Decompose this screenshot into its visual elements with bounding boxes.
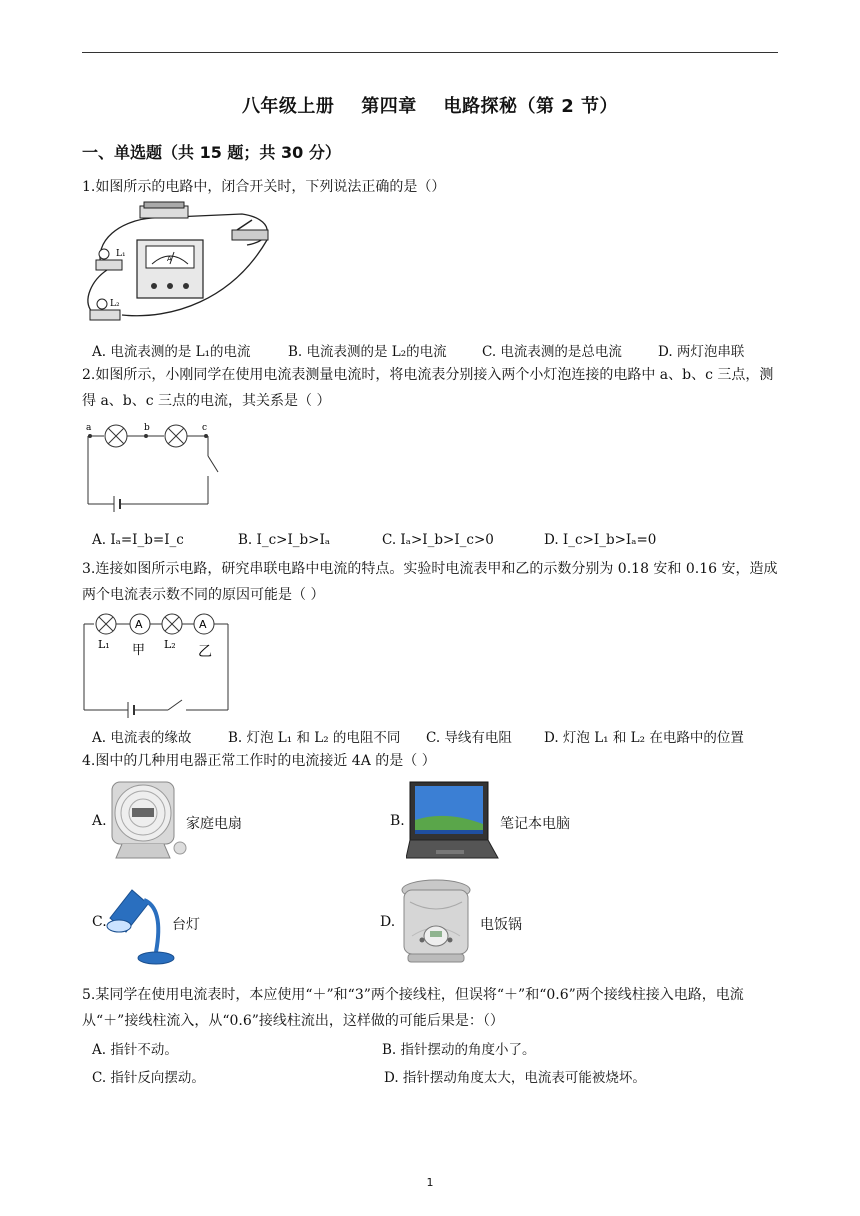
header-rule [82,52,778,53]
title-book: 八年级上册 [241,96,335,117]
q4-option-a-label: 家庭电扇 [186,816,242,832]
q2-option-c[interactable]: C. Iₐ>I_b>I_c>0 [382,532,494,548]
fig2-label-c: c [202,423,208,433]
fig3-label-l1: L₁ [98,638,110,651]
q1-option-b[interactable]: B. 电流表测的是 L₂的电流 [288,344,447,360]
question-5-text: 5.某同学在使用电流表时，本应使用“＋”和“3”两个接线柱，但误将“＋”和“0.6”两个接线柱接入电路，电流从“＋”接线柱流入，从“0.6”接线柱流出，这样做的可能后果是：（） [82,987,744,1029]
fig1-label-l2: L₂ [110,299,120,309]
q2-option-b[interactable]: B. I_c>I_b>Iₐ [238,532,331,548]
title-section: 电路探秘（第 2 节） [443,96,619,117]
fig3-label-l2: L₂ [164,638,176,651]
circuit-figure-2 [82,420,232,512]
desk-lamp-image [104,878,176,968]
question-2-text: 2.如图所示，小刚同学在使用电流表测量电流时，将电流表分别接入两个小灯泡连接的电路中 a、b、c 三点，测得 a、b、c 三点的电流，其关系是（ ） [82,367,774,409]
question-1-options [92,340,782,360]
question-3-text: 3.连接如图所示电路，研究串联电路中电流的特点。实验时电流表甲和乙的示数分别为 0.18 安和 0.16 安，造成两个电流表示数不同的原因可能是（ ） [82,561,778,603]
question-4-text: 4.图中的几种用电器正常工作时的电流接近 4A 的是（ ） [82,753,436,769]
page-number: 1 [426,1176,434,1189]
q5-option-b[interactable]: B. 指针摆动的角度小了。 [382,1042,536,1058]
q1-option-c[interactable]: C. 电流表测的是总电流 [482,344,622,360]
q2-option-d[interactable]: D. I_c>I_b>Iₐ=0 [544,532,657,548]
question-1-text: 1.如图所示的电路中，闭合开关时，下列说法正确的是（） [82,179,446,195]
q5-option-a[interactable]: A. 指针不动。 [92,1042,178,1058]
svg-text:A: A [199,618,207,631]
fig1-label-l1: L₁ [116,249,126,259]
question-2-options [92,532,782,552]
q4-option-c-label: 台灯 [172,917,200,933]
q5-option-c[interactable]: C. 指针反向摆动。 [92,1070,205,1086]
q3-option-d[interactable]: D. 灯泡 L₁ 和 L₂ 在电路中的位置 [544,730,744,746]
title-chapter: 第四章 [361,96,417,117]
q4-option-b-label: 笔记本电脑 [500,816,570,832]
circuit-figure-3 [82,612,232,718]
fig3-label-yi: 乙 [198,644,212,660]
fan-image [108,778,188,862]
q4-option-b[interactable]: B. [390,813,405,829]
fig2-label-a: a [86,423,92,433]
q4-option-c[interactable]: C. [92,914,107,930]
laptop-image [406,780,500,862]
svg-text:A: A [135,618,143,631]
q3-option-a[interactable]: A. 电流表的缘故 [92,730,192,746]
svg-text:A: A [167,255,172,263]
q2-option-a[interactable]: A. Iₐ=I_b=I_c [92,532,184,548]
rice-cooker-image [396,876,476,968]
q1-option-d[interactable]: D. 两灯泡串联 [658,344,745,360]
section-heading: 一、单选题（共 15 题；共 30 分） [82,143,341,162]
q3-option-c[interactable]: C. 导线有电阻 [426,730,512,746]
question-5-options-row1 [92,1038,782,1058]
q1-option-a[interactable]: A. 电流表测的是 L₁的电流 [92,344,251,360]
fig2-label-b: b [144,423,150,433]
fig3-label-jia: 甲 [132,643,146,658]
q3-option-b[interactable]: B. 灯泡 L₁ 和 L₂ 的电阻不同 [228,730,401,746]
q4-option-d-label: 电饭锅 [480,917,522,933]
page-title [0,92,860,118]
q5-option-d[interactable]: D. 指针摆动角度太大，电流表可能被烧坏。 [384,1070,646,1086]
question-5-options-row2 [92,1066,782,1086]
circuit-figure-1 [82,200,282,330]
q4-option-d[interactable]: D. [380,914,396,930]
question-3-options [92,726,782,746]
q4-option-a[interactable]: A. [92,813,107,829]
